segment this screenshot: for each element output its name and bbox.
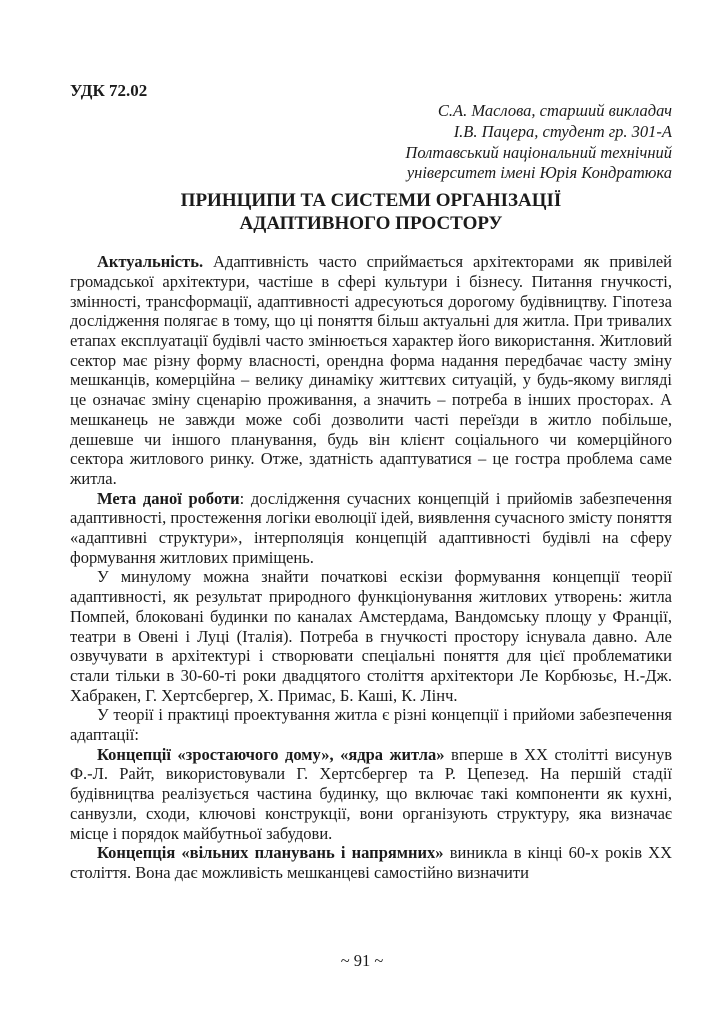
- author-line: С.А. Маслова, старший викладач: [437, 101, 672, 120]
- udc-code: УДК 72.02: [70, 81, 148, 100]
- paragraph-lead: Актуальність.: [97, 252, 204, 272]
- author-line: університет імені Юрія Кондратюка: [406, 163, 672, 183]
- paragraph: [70, 567, 672, 705]
- paragraph-text: вперше в ХХ столітті висунув Ф.-Л. Райт, використовували Г. Хертсбергер та Р. Цепезед. На першій стадії будівництва реалізується частина будинку, що включає такі компоненти як кухні, санвузли, сходи, ключові конструкції, вони організують структуру, яка визначає місце і порядок майбутньої забудови.: [70, 744, 672, 843]
- title-line-2: АДАПТИВНОГО ПРОСТОРУ: [239, 212, 503, 234]
- paragraphs: [70, 252, 672, 883]
- paragraph-lead: Мета даної роботи: [97, 488, 240, 508]
- title-line-1: ПРИНЦИПИ ТА СИСТЕМИ ОРГАНІЗАЦІЇ: [180, 190, 562, 212]
- paragraph: [70, 745, 672, 844]
- author-line: Полтавський національний технічний: [405, 142, 672, 162]
- paragraph: [70, 489, 672, 568]
- paper-title: [70, 190, 672, 235]
- page-number: ~ 91 ~: [340, 951, 384, 970]
- paragraph: [70, 705, 672, 744]
- author-line: І.В. Пацера, студент гр. 301-А: [453, 121, 672, 141]
- author-block: [70, 101, 672, 184]
- paragraph: [70, 252, 672, 488]
- paragraph-text: У минулому можна знайти початкові ескізи формування концепції теорії адаптивності, як результат природного функціонування житлових утворень: житла Помпей, блоковані будинки по каналах Амстердама, Вандомську площу у Франції, театри в Овені і Луці (Італія). Потреба в гнучкості простору існувала давно. Але озвучувати в архітектурі і створювати спеціальні поняття для цієї проблематики стали тільки в 30-60-ті роки двадцятого століття архітектори Ле Корбюзьє, Н.-Дж. Хабракен, Г. Хертсбергер, Х. Примас, Б. Каші, К. Лінч.: [70, 567, 672, 705]
- paragraph: [70, 843, 672, 882]
- paragraph-text: У теорії і практиці проектування житла є різні концепції і прийоми забезпечення адаптації:: [70, 705, 672, 745]
- paragraph-lead: Концепції «зростаючого дому», «ядра житла»: [97, 744, 445, 764]
- paragraph-text: Адаптивність часто сприймається архітекторами як привілей громадської архітектури, частіше в сфері культури і бізнесу. Питання гнучкості, змінності, трансформації, адаптивності адресуються дорогому будівництву. Гіпотеза дослідження полягає в тому, що ці поняття більш актуальні для житла. При тривалих етапах експлуатації будівлі часто змінюється характер його використання. Житловий сектор має різну форму власності, орендна форма надання передбачає часту зміну мешканців, комерційна – велику динаміку життєвих ситуацій, у будь-якому вигляді це означає зміну сценарію проживання, а значить – потреба в інших просторах. А мешканець не завжди може собі дозволити часті переїзди в житло побільше, дешевше чи іншого планування, будь він клієнт соціального чи комерційного сектора житлового ринку. Отже, здатність адаптуватися – це гостра проблема саме житла.: [70, 252, 672, 488]
- paragraph-lead: Концепція «вільних планувань і напрямних»: [97, 843, 444, 863]
- paragraph-text: : дослідження сучасних концепцій і прийомів забезпечення адаптивності, простеження логіки еволюції ідей, виявлення сучасного змісту поняття «адаптивні структури», інтерполяція концепцій адаптивності будівлі на сферу формування житлових приміщень.: [70, 488, 672, 567]
- paragraph-text: виникла в кінці 60-х років ХХ століття. Вона дає можливість мешканцеві самостійно визначити: [70, 843, 672, 882]
